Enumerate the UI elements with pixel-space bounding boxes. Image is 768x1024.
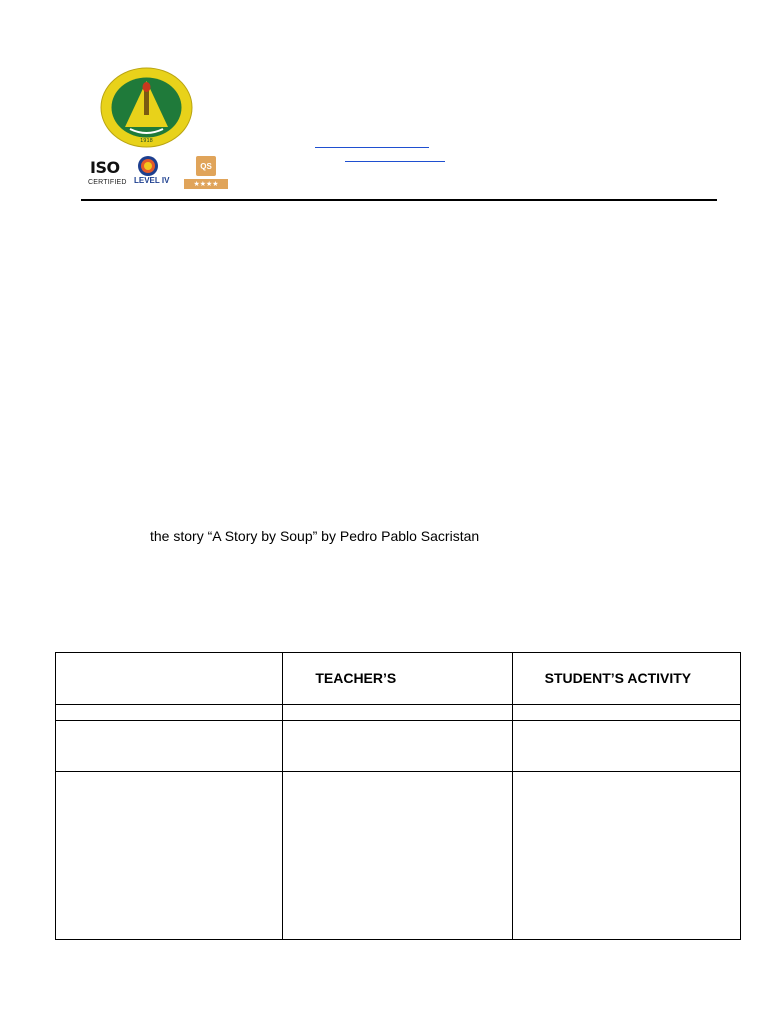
table-cell [283, 704, 512, 720]
table-cell [283, 772, 512, 940]
table-header-cell [56, 653, 283, 705]
email-link[interactable] [345, 161, 445, 162]
table-cell [512, 704, 740, 720]
story-text: the story “A Story by Soup” by Pedro Pablo Sacristan [150, 528, 480, 544]
iso-badge-text: ISO [90, 158, 120, 177]
university-seal-logo [100, 67, 193, 148]
qs-stars-badge [184, 155, 228, 191]
level-iv-badge [134, 155, 174, 191]
iso-badge-subtext: CERTIFIED [88, 179, 127, 186]
svg-text:1918: 1918 [140, 138, 153, 144]
table-cell [512, 720, 740, 772]
table-row [56, 772, 741, 940]
students-activity-header-cell: STUDENT’S ACTIVITY [512, 653, 740, 705]
level-badge-text: LEVEL IV [134, 176, 170, 185]
table-header-row [56, 653, 741, 705]
table-cell [56, 720, 283, 772]
iso-certified-badge [86, 155, 126, 191]
website-link[interactable] [315, 147, 429, 148]
table-cell [283, 720, 512, 772]
level-seal-icon [134, 155, 174, 177]
lesson-plan-table [55, 652, 741, 940]
table-cell [56, 772, 283, 940]
qs-stars-icon: ★★★★ [184, 179, 228, 189]
table-cell [56, 704, 283, 720]
table-cell [512, 772, 740, 940]
header-divider [81, 199, 717, 201]
table-row [56, 704, 741, 720]
table-row [56, 720, 741, 772]
teachers-header-cell: TEACHER’S [283, 653, 512, 705]
qs-logo: QS [196, 156, 216, 176]
